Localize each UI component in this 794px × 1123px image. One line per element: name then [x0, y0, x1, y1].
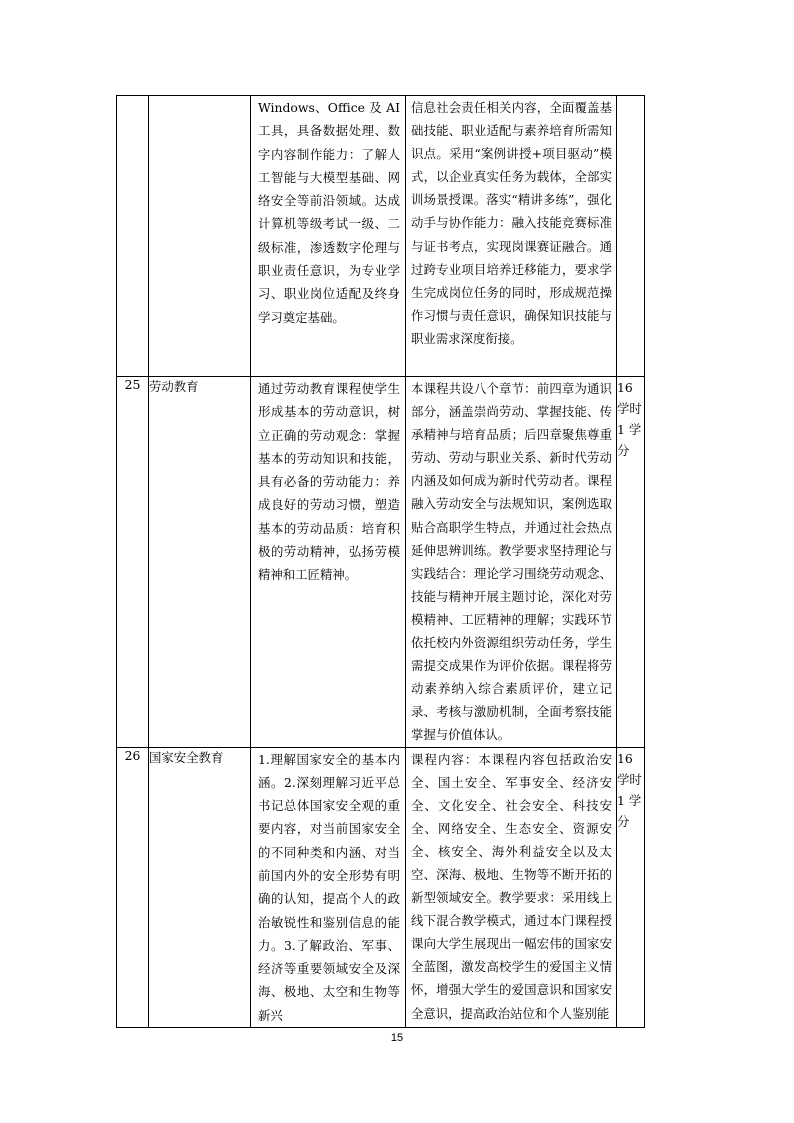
course-objective-cell — [251, 747, 406, 1028]
course-hours — [617, 96, 645, 377]
course-content: 信息社会责任相关内容，全面覆盖基础技能、职业适配与素养培育所需知识点。采用“案例讲授+项目驱动”模式，以企业真实任务为载体，全部实训场景授课。落实“精讲多练”，强化动手与协作能力：融入技能竞赛标准与证书考点，实现岗课赛证融合。通过跨专业项目培养迁移能力，要求学生完成岗位任务的同时，形成规范操作习惯与责任意识，确保知识技能与职业需求深度衔接。 — [411, 100, 612, 346]
table-row — [117, 96, 645, 377]
course-name: 劳动教育 — [149, 377, 251, 748]
course-objective-cell — [251, 377, 406, 748]
course-table — [116, 95, 645, 1028]
course-number: 25 — [117, 377, 149, 748]
course-hours: 16 学时 1 学分 — [617, 377, 645, 748]
course-objective: 通过劳动教育课程使学生形成基本的劳动意识，树立正确的劳动观念：掌握基本的劳动知识和技能，具有必备的劳动能力：养成良好的劳动习惯，塑造基本的劳动品质：培育积极的劳动精神，弘扬劳模精神和工匠精神。 — [258, 381, 400, 583]
course-number — [117, 96, 149, 377]
course-hours: 16 学时 1 学分 — [617, 747, 645, 1028]
course-objective-cell — [251, 96, 406, 377]
course-content: 本课程共设八个章节：前四章为通识部分，涵盖崇尚劳动、掌握技能、传承精神与培育品质；后四章聚焦尊重劳动、劳动与职业关系、新时代劳动内涵及如何成为新时代劳动者。课程融入劳动安全与法规知识，案例选取贴合高职学生特点，并通过社会热点延伸思辨训练。教学要求坚持理论与实践结合：理论学习围绕劳动观念、技能与精神开展主题讨论，深化对劳模精神、工匠精神的理解；实践环节依托校内外资源组织劳动任务，学生需提交成果作为评价依据。课程将劳动素养纳入综合素质评价，建立记录、考核与激励机制，全面考察技能掌握与价值体认。 — [411, 381, 612, 743]
course-number: 26 — [117, 747, 149, 1028]
course-content: 课程内容：本课程内容包括政治安全、国土安全、军事安全、经济安全、文化安全、社会安全、科技安全、网络安全、生态安全、资源安全、核安全、海外利益安全以及太空、深海、极地、生物等不断开拓的新型领域安全。教学要求：采用线上线下混合教学模式，通过本门课程授课向大学生展现出一幅宏伟的国家安全蓝图，激发高校学生的爱国主义情怀，增强大学生的爱国意识和国家安全意识，提高政治站位和个人鉴别能 — [411, 751, 612, 1021]
course-content-cell — [406, 747, 617, 1028]
table-row — [117, 747, 645, 1028]
page-number: 15 — [390, 1032, 404, 1044]
course-content-cell — [406, 96, 617, 377]
course-name — [149, 96, 251, 377]
course-name: 国家安全教育 — [149, 747, 251, 1028]
course-objective: 1.理解国家安全的基本内涵。2.深刻理解习近平总书记总体国家安全观的重要内容，对当前国家安全的不同种类和内涵、对当前国内外的安全形势有明确的认知，提高个人的政治敏锐性和鉴别信息的能力。3.了解政治、军事、经济等重要领域安全及深海、极地、太空和生物等新兴 — [258, 751, 400, 1023]
course-objective: Windows、Office 及 AI 工具，具备数据处理、数字内容制作能力：了解人工智能与大模型基础、网络安全等前沿领域。达成计算机等级考试一级、二级标准，渗透数字伦理与职业责任意识，为专业学习、职业岗位适配及终身学习奠定基础。 — [258, 100, 400, 325]
table-row — [117, 377, 645, 748]
course-content-cell — [406, 377, 617, 748]
